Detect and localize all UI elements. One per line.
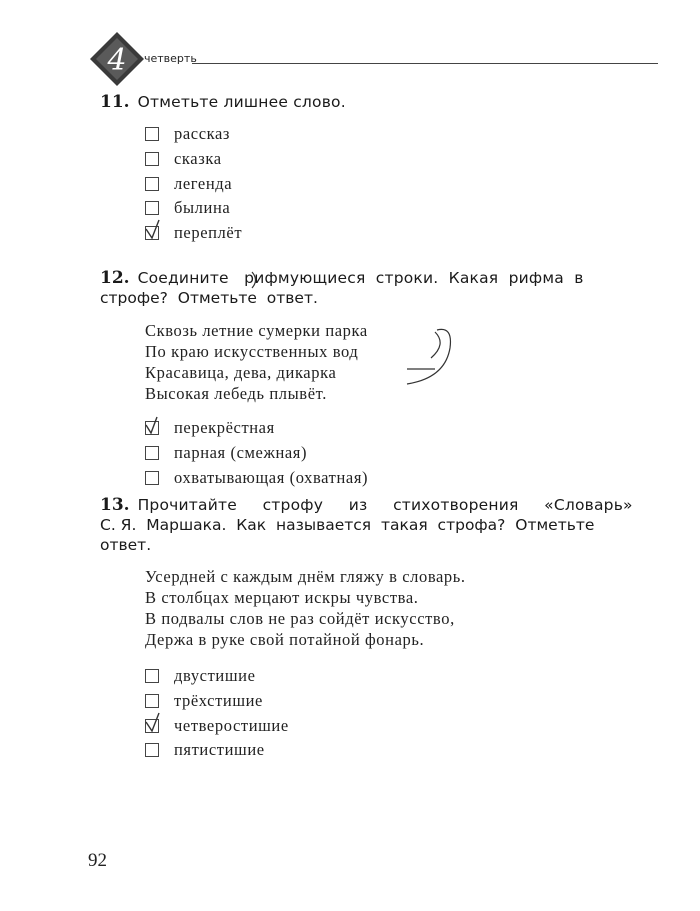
option-label: рассказ (174, 124, 231, 144)
quarter-number: 4 (107, 43, 127, 78)
task-12-options (145, 416, 660, 490)
poem-line: Усердней с каждым днём гляжу в словарь. (145, 567, 466, 586)
task-13 (100, 495, 660, 763)
quarter-badge-icon (88, 30, 146, 88)
option-label: трёхстишие (174, 691, 263, 711)
option-label: пятистишие (174, 740, 265, 760)
option-label: былина (174, 198, 231, 218)
page-number: 92 (88, 850, 107, 871)
task-text-line1: Соедините рифмующиеся строки. Какая рифма в (137, 269, 584, 287)
task-text-line3: ответ. (100, 536, 152, 554)
checkbox[interactable] (145, 152, 159, 166)
option-perekrestnaya[interactable] (145, 416, 660, 441)
task-11-question (100, 92, 346, 112)
checkbox[interactable] (145, 201, 159, 215)
option-label: легенда (174, 173, 233, 193)
task-text: Отметьте лишнее слово. (137, 93, 346, 111)
option-rasskaz[interactable] (145, 122, 346, 147)
task-12-poem (145, 320, 660, 404)
option-legenda[interactable] (145, 171, 346, 196)
task-text-line2: С. Я. Маршака. Как называется такая строфа? Отметьте (100, 516, 595, 534)
option-dvustishie[interactable] (145, 664, 660, 689)
check-mark-icon (143, 218, 165, 242)
task-number: 11. (100, 92, 130, 112)
page-header (88, 30, 658, 90)
option-skazka[interactable] (145, 147, 346, 172)
task-number: 13. (100, 495, 130, 515)
option-label: сказка (174, 149, 222, 169)
task-13-options (145, 664, 660, 763)
option-okhvatyvayushchaya[interactable] (145, 465, 660, 490)
checkbox[interactable] (145, 669, 159, 683)
task-12 (100, 268, 660, 490)
poem-line: По краю искусственных вод (145, 342, 359, 361)
checkbox[interactable] (145, 127, 159, 141)
checkbox[interactable] (145, 471, 159, 485)
option-chetverostishie[interactable] (145, 713, 660, 738)
option-pyatistishie[interactable] (145, 738, 660, 763)
checkbox-checked[interactable] (145, 421, 159, 435)
poem-line: Сквозь летние сумерки парка (145, 321, 368, 340)
task-13-question (100, 495, 660, 555)
check-mark-icon (143, 711, 165, 735)
poem-line: Держа в руке свой потайной фонарь. (145, 630, 425, 649)
check-mark-icon (143, 413, 165, 437)
checkbox[interactable] (145, 446, 159, 460)
task-12-question (100, 268, 660, 308)
quarter-label: четверть (144, 52, 197, 65)
task-text-line1: Прочитайте строфу из стихотворения «Словарь» (137, 496, 633, 514)
option-label: парная (смежная) (174, 443, 308, 463)
poem-line: Высокая лебедь плывёт. (145, 384, 327, 403)
checkbox-checked[interactable] (145, 226, 159, 240)
task-13-poem (145, 566, 660, 650)
stray-bracket-mark (249, 270, 261, 290)
option-bylina[interactable] (145, 196, 346, 221)
rhyme-connector-lines (395, 318, 455, 408)
option-label: перекрёстная (174, 418, 275, 438)
option-label: охватывающая (охватная) (174, 467, 369, 487)
task-11-options (145, 122, 346, 245)
poem-line: В столбцах мерцают искры чувства. (145, 588, 419, 607)
poem-line: В подвалы слов не раз сойдёт искусство, (145, 609, 455, 628)
header-rule (192, 63, 658, 64)
task-text-line2: строфе? Отметьте ответ. (100, 289, 318, 307)
checkbox-checked[interactable] (145, 719, 159, 733)
task-number: 12. (100, 268, 130, 288)
checkbox[interactable] (145, 694, 159, 708)
option-label: переплёт (174, 223, 243, 243)
option-parnaya[interactable] (145, 441, 660, 466)
checkbox[interactable] (145, 177, 159, 191)
option-trekhstishie[interactable] (145, 689, 660, 714)
option-label: двустишие (174, 666, 256, 686)
option-label: четверостишие (174, 715, 289, 735)
poem-line: Красавица, дева, дикарка (145, 363, 337, 382)
checkbox[interactable] (145, 743, 159, 757)
option-pereplet[interactable] (145, 221, 346, 246)
task-11 (100, 92, 346, 245)
